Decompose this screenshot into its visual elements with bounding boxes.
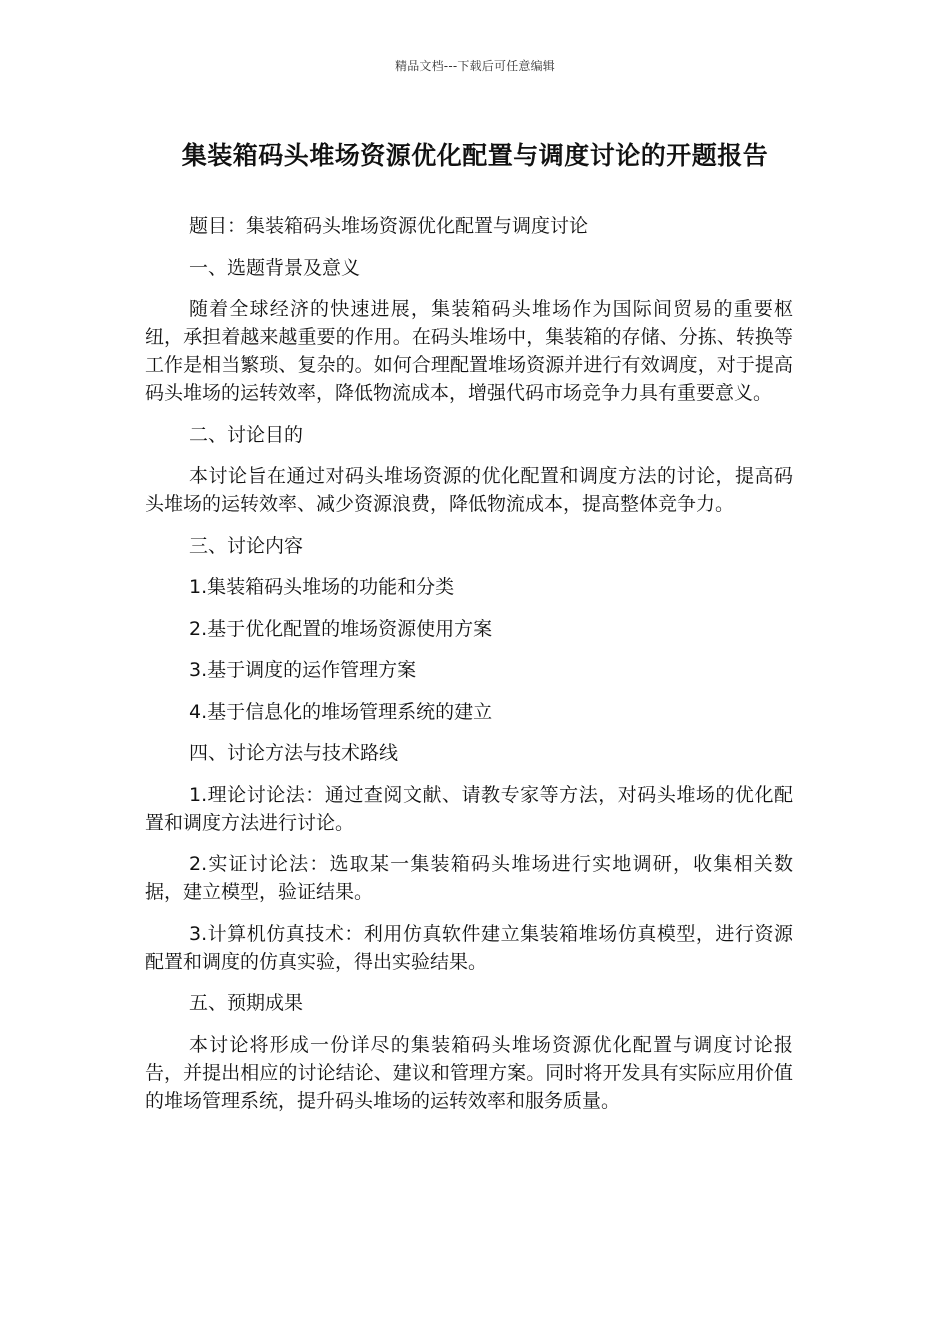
outcomes-paragraph: 本讨论将形成一份详尽的集装箱码头堆场资源优化配置与调度讨论报告，并提出相应的讨论结论、建议和管理方案。同时将开发具有实际应用价值的堆场管理系统，提升码头堆场的运转效率和服务质量。 [145, 1033, 793, 1112]
method-item-2: 2.实证讨论法：选取某一集装箱码头堆场进行实地调研，收集相关数据，建立模型，验证结果。 [145, 853, 793, 903]
content-item-2: 2.基于优化配置的堆场资源使用方案 [189, 617, 493, 640]
section-heading-methods: 四、讨论方法与技术路线 [189, 742, 399, 764]
section-heading-outcomes: 五、预期成果 [189, 992, 304, 1014]
purpose-paragraph: 本讨论旨在通过对码头堆场资源的优化配置和调度方法的讨论，提高码头堆场的运转效率、减少资源浪费，降低物流成本，提高整体竞争力。 [145, 465, 793, 515]
section-heading-content: 三、讨论内容 [189, 534, 304, 557]
method-item-1: 1.理论讨论法：通过查阅文献、请教专家等方法，对码头堆场的优化配置和调度方法进行讨论。 [145, 783, 793, 834]
background-paragraph: 随着全球经济的快速进展，集装箱码头堆场作为国际间贸易的重要枢纽，承担着越来越重要的作用。在码头堆场中，集装箱的存储、分拣、转换等工作是相当繁琐、复杂的。如何合理配置堆场资源并进行有效调度，对于提高码头堆场的运转效率，降低物流成本，增强代码市场竞争力具有重要意义。 [145, 298, 793, 404]
content-item-3: 3.基于调度的运作管理方案 [189, 659, 417, 681]
content-item-1: 1.集装箱码头堆场的功能和分类 [189, 576, 455, 598]
section-heading-background: 一、选题背景及意义 [189, 256, 361, 279]
content-item-4: 4.基于信息化的堆场管理系统的建立 [189, 700, 493, 723]
section-heading-purpose: 二、讨论目的 [189, 423, 304, 446]
method-item-3: 3.计算机仿真技术：利用仿真软件建立集装箱堆场仿真模型，进行资源配置和调度的仿真实验，得出实验结果。 [145, 922, 793, 973]
document-body [145, 212, 793, 1128]
topic-line: 题目：集装箱码头堆场资源优化配置与调度讨论 [189, 215, 589, 237]
page-header: 精品文档---下载后可任意编辑 [395, 59, 555, 73]
document-title: 集装箱码头堆场资源优化配置与调度讨论的开题报告 [181, 141, 769, 170]
